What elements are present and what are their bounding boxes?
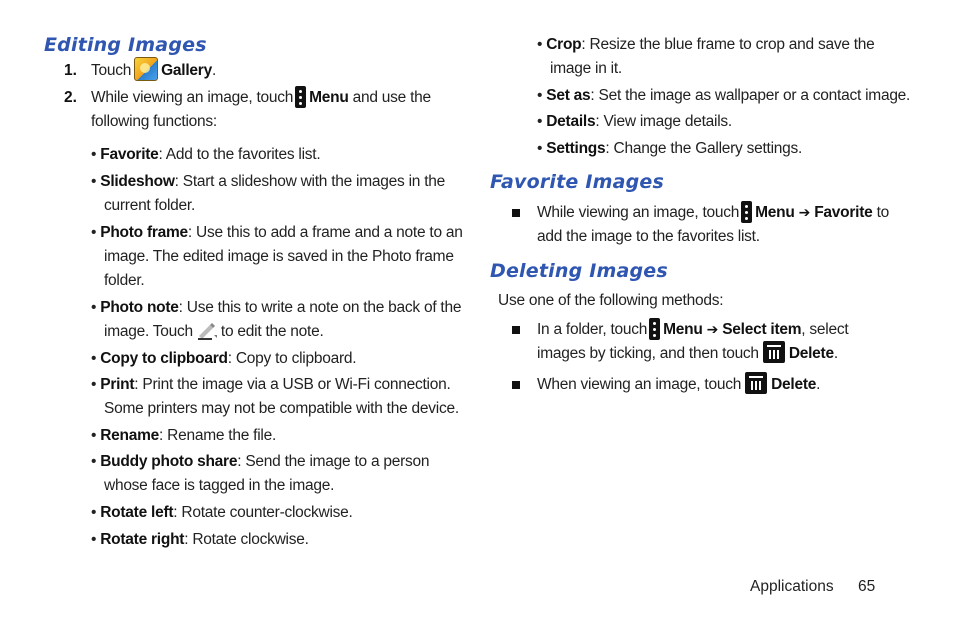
bullet-rotate-left: • Rotate left: Rotate counter-clockwise. bbox=[91, 504, 353, 521]
footer-section: Applications bbox=[750, 578, 834, 595]
favorite-pre: While viewing an image, touch bbox=[537, 204, 740, 221]
menu-icon bbox=[741, 201, 752, 223]
step-number: 2. bbox=[64, 89, 77, 106]
bullet-term: Print bbox=[100, 376, 135, 393]
favorite-menu: Menu bbox=[755, 204, 795, 221]
bullet-desc-line2: current folder. bbox=[104, 197, 196, 214]
bullet-copy-to-clipboard: • Copy to clipboard: Copy to clipboard. bbox=[91, 350, 357, 367]
bullet-term: Settings bbox=[546, 140, 606, 157]
square-bullet bbox=[512, 209, 520, 217]
bullet-print: • Print: Print the image via a USB or Wi-Fi connection. Some printers may not be compatible with the device. bbox=[91, 376, 459, 417]
heading-favorite-images: Favorite Images bbox=[490, 171, 665, 193]
bullet-term: Buddy photo share bbox=[100, 453, 238, 470]
bullet-desc: : Use this to add a frame and a note to an bbox=[187, 224, 463, 241]
bullet-slideshow: • Slideshow: Start a slideshow with the images in the current folder. bbox=[91, 173, 446, 214]
delete2-pre: When viewing an image, touch bbox=[537, 376, 742, 393]
delete1-post: , select bbox=[801, 321, 849, 338]
step-2-menu: Menu bbox=[309, 89, 349, 106]
step-2-pre: While viewing an image, touch bbox=[91, 89, 294, 106]
bullet-term: Photo note bbox=[100, 299, 179, 316]
delete1-select-item: Select item bbox=[722, 321, 802, 338]
bullet-desc: : Rename the file. bbox=[159, 427, 277, 444]
bullet-buddy-photo-share: • Buddy photo share: Send the image to a person whose face is tagged in the image. bbox=[91, 453, 430, 494]
bullet-term: Favorite bbox=[100, 146, 159, 163]
bullet-term: Set as bbox=[546, 87, 591, 104]
bullet-desc-line2: Some printers may not be compatible with the device. bbox=[104, 400, 459, 417]
bullet-desc-line2-pre: image. Touch bbox=[104, 323, 193, 340]
bullet-term: Copy to clipboard bbox=[100, 350, 228, 367]
favorite-favorite: Favorite bbox=[814, 204, 873, 221]
trash-icon bbox=[745, 372, 767, 394]
bullet-desc-line2: image in it. bbox=[550, 60, 622, 77]
delete1-delete: Delete bbox=[788, 345, 834, 362]
bullet-desc-line2: image. The edited image is saved in the Photo frame bbox=[104, 248, 454, 265]
bullet-term: Crop bbox=[546, 36, 582, 53]
bullet-desc: : Start a slideshow with the images in the bbox=[174, 173, 446, 190]
step-2 bbox=[91, 86, 431, 134]
trash-icon bbox=[763, 341, 785, 363]
pencil-icon bbox=[196, 319, 218, 341]
bullet-desc-line3: folder. bbox=[104, 272, 145, 289]
bullet-desc: : Rotate clockwise. bbox=[184, 531, 309, 548]
bullet-favorite: • Favorite: Add to the favorites list. bbox=[91, 146, 321, 163]
bullet-rename: • Rename: Rename the file. bbox=[91, 427, 277, 444]
arrow-right-icon: ➔ bbox=[798, 205, 811, 221]
step-1-gallery: Gallery bbox=[161, 62, 212, 80]
delete1-line2-post: . bbox=[833, 345, 838, 362]
bullet-desc: : Copy to clipboard. bbox=[227, 350, 357, 367]
gallery-icon bbox=[134, 57, 158, 81]
bullet-desc: : Resize the blue frame to crop and save the bbox=[581, 36, 875, 53]
step-2-post: and use the bbox=[352, 89, 431, 106]
bullet-desc-line2: whose face is tagged in the image. bbox=[104, 477, 335, 494]
heading-editing-images: Editing Images bbox=[44, 34, 207, 56]
bullet-photo-frame: • Photo frame: Use this to add a frame and a note to an image. The edited image is saved in the Photo frame folder. bbox=[91, 224, 463, 289]
bullet-term: Rotate left bbox=[100, 504, 174, 521]
bullet-settings: • Settings: Change the Gallery settings. bbox=[537, 140, 803, 157]
bullet-set-as: • Set as: Set the image as wallpaper or a contact image. bbox=[537, 87, 911, 104]
bullet-desc: : View image details. bbox=[595, 113, 732, 130]
deleting-intro: Use one of the following methods: bbox=[498, 292, 724, 309]
step-1-pre: Touch bbox=[91, 62, 132, 80]
bullet-rotate-right: • Rotate right: Rotate clockwise. bbox=[91, 531, 309, 548]
bullet-term: Rename bbox=[100, 427, 160, 444]
delete-method-folder bbox=[537, 318, 848, 366]
arrow-right-icon: ➔ bbox=[706, 322, 719, 338]
delete-method-viewing bbox=[537, 373, 820, 397]
bullet-desc: : Add to the favorites list. bbox=[158, 146, 321, 163]
bullet-term: Photo frame bbox=[100, 224, 188, 241]
bullet-term: Details bbox=[546, 113, 596, 130]
square-bullet bbox=[512, 326, 520, 334]
delete1-menu: Menu bbox=[663, 321, 703, 338]
bullet-crop: • Crop: Resize the blue frame to crop and save the image in it. bbox=[537, 36, 875, 77]
bullet-term: Slideshow bbox=[100, 173, 175, 190]
delete1-pre: In a folder, touch bbox=[537, 321, 648, 338]
bullet-photo-note: • Photo note: Use this to write a note on the back of the image. Touch to edit the note. bbox=[91, 299, 462, 340]
menu-icon bbox=[649, 318, 660, 340]
delete2-delete: Delete bbox=[771, 376, 817, 393]
heading-deleting-images: Deleting Images bbox=[490, 260, 668, 282]
step-1 bbox=[91, 59, 216, 83]
step-2-line2: following functions: bbox=[91, 113, 217, 130]
favorite-post: to bbox=[876, 204, 889, 221]
page-number: 65 bbox=[858, 578, 876, 595]
step-1-post: . bbox=[211, 62, 216, 80]
step-number: 1. bbox=[64, 62, 77, 79]
bullet-desc: : Print the image via a USB or Wi-Fi connection. bbox=[134, 376, 451, 393]
bullet-desc: : Rotate counter-clockwise. bbox=[173, 504, 353, 521]
square-bullet bbox=[512, 381, 520, 389]
bullet-desc-line2-post: to edit the note. bbox=[220, 323, 324, 340]
bullet-desc: : Use this to write a note on the back of the bbox=[178, 299, 462, 316]
favorite-instruction bbox=[537, 201, 889, 249]
favorite-line2: add the image to the favorites list. bbox=[537, 228, 760, 245]
bullet-desc: : Change the Gallery settings. bbox=[605, 140, 803, 157]
bullet-details: • Details: View image details. bbox=[537, 113, 732, 130]
delete1-line2-pre: images by ticking, and then touch bbox=[537, 345, 759, 362]
bullet-term: Rotate right bbox=[100, 531, 185, 548]
menu-icon bbox=[295, 86, 306, 108]
bullet-desc: : Set the image as wallpaper or a contact image. bbox=[590, 87, 911, 104]
delete2-post: . bbox=[816, 376, 821, 393]
bullet-desc: : Send the image to a person bbox=[237, 453, 430, 470]
